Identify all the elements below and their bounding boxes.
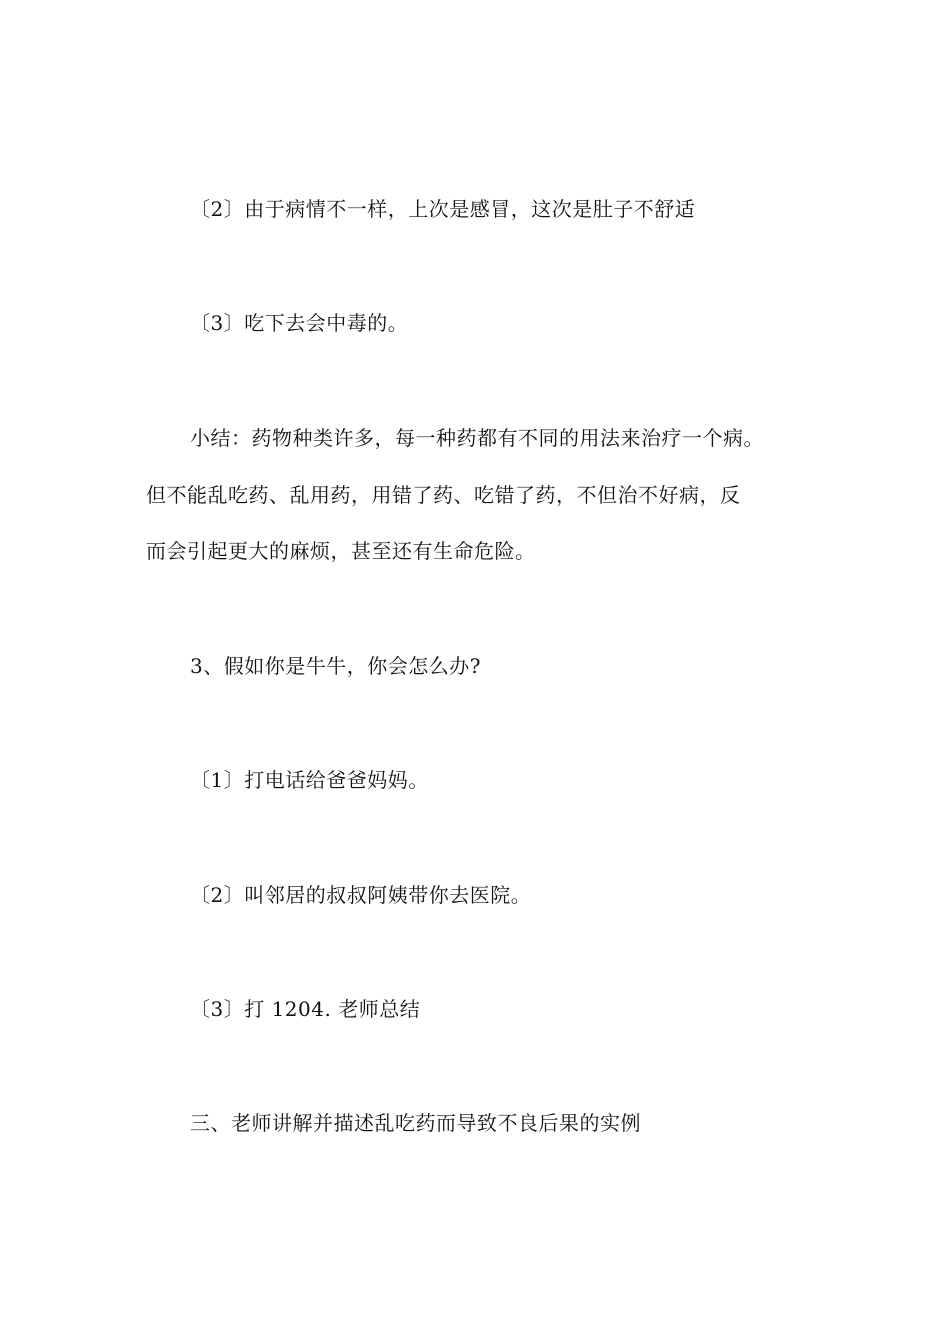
summary-line-3: 而会引起更大的麻烦，甚至还有生命危险。 xyxy=(146,539,536,563)
paragraph-reason-3: 〔3〕吃下去会中毒的。 xyxy=(190,311,409,335)
paragraph-reason-2: 〔2〕由于病情不一样，上次是感冒，这次是肚子不舒适 xyxy=(190,197,696,221)
answer-2: 〔2〕叫邻居的叔叔阿姨带你去医院。 xyxy=(190,883,532,907)
question-3-heading: 3、假如你是牛牛，你会怎么办? xyxy=(190,654,481,678)
answer-1: 〔1〕打电话给爸爸妈妈。 xyxy=(190,768,429,792)
answer-3: 〔3〕打 1204. 老师总结 xyxy=(190,997,421,1021)
section-3-heading: 三、老师讲解并描述乱吃药而导致不良后果的实例 xyxy=(190,1111,641,1135)
summary-line-2: 但不能乱吃药、乱用药，用错了药、吃错了药，不但治不好病，反 xyxy=(146,483,741,507)
summary-line-1: 小结：药物种类许多，每一种药都有不同的用法来治疗一个病。 xyxy=(190,426,764,450)
